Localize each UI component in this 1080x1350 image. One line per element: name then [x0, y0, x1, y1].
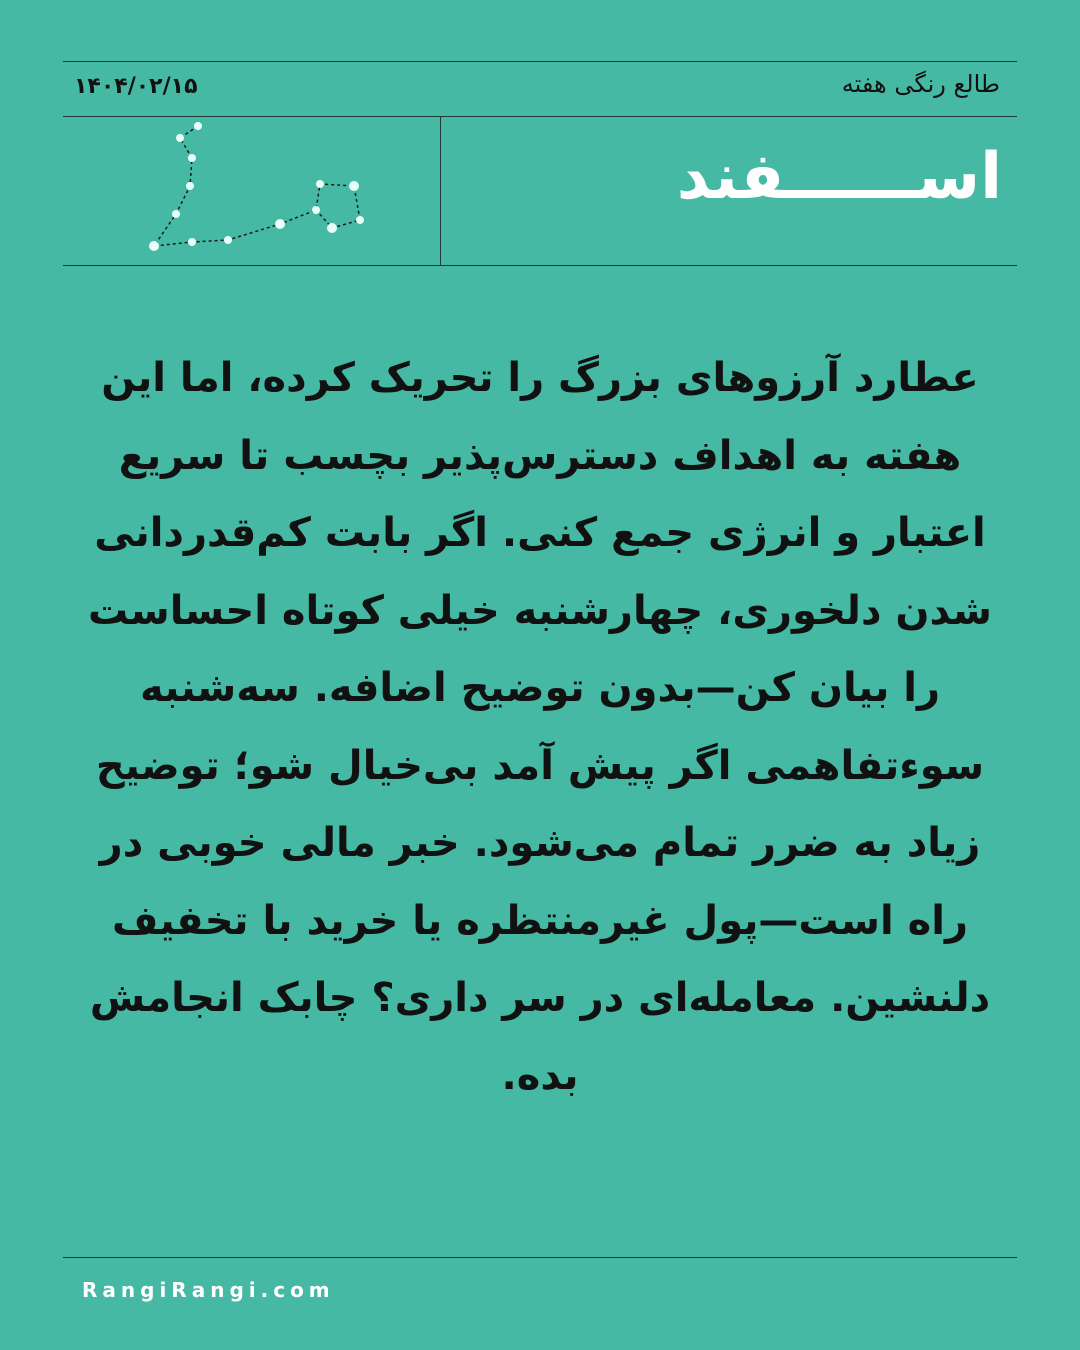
- header-divider: [63, 116, 1017, 117]
- sign-name: اســــــفند: [676, 140, 1002, 214]
- card-title: طالع رنگی هفته: [841, 70, 1000, 98]
- sign-column-divider: [440, 117, 441, 265]
- card-date: ۱۴۰۴/۰۲/۱۵: [74, 74, 198, 99]
- site-url: RangiRangi.com: [82, 1278, 335, 1302]
- top-divider: [63, 61, 1017, 62]
- horoscope-text: عطارد آرزوهای بزرگ را تحریک کرده، اما این هفته به اهداف دسترس‌پذیر بچسب تا سریع اعتبار و انرژی جمع کنی. اگر بابت کم‌قدردانی شدن دلخوری، چهارشنبه خیلی کوتاه احساست را بیان کن—بدون توضیح اضافه. سه‌شنبه سوءتفاهمی اگر پیش آمد بی‌خیال شو؛ توضیح زیاد به ضرر تمام می‌شود. خبر مالی خوبی در راه است—پول غیرمنتظره یا خرید با تخفیف دلنشین. معامله‌ای در سر داری؟ چابک انجامش بده.: [88, 355, 992, 1099]
- sign-section-divider: [63, 265, 1017, 266]
- footer-divider: [63, 1257, 1017, 1258]
- pisces-constellation-icon: [120, 118, 400, 264]
